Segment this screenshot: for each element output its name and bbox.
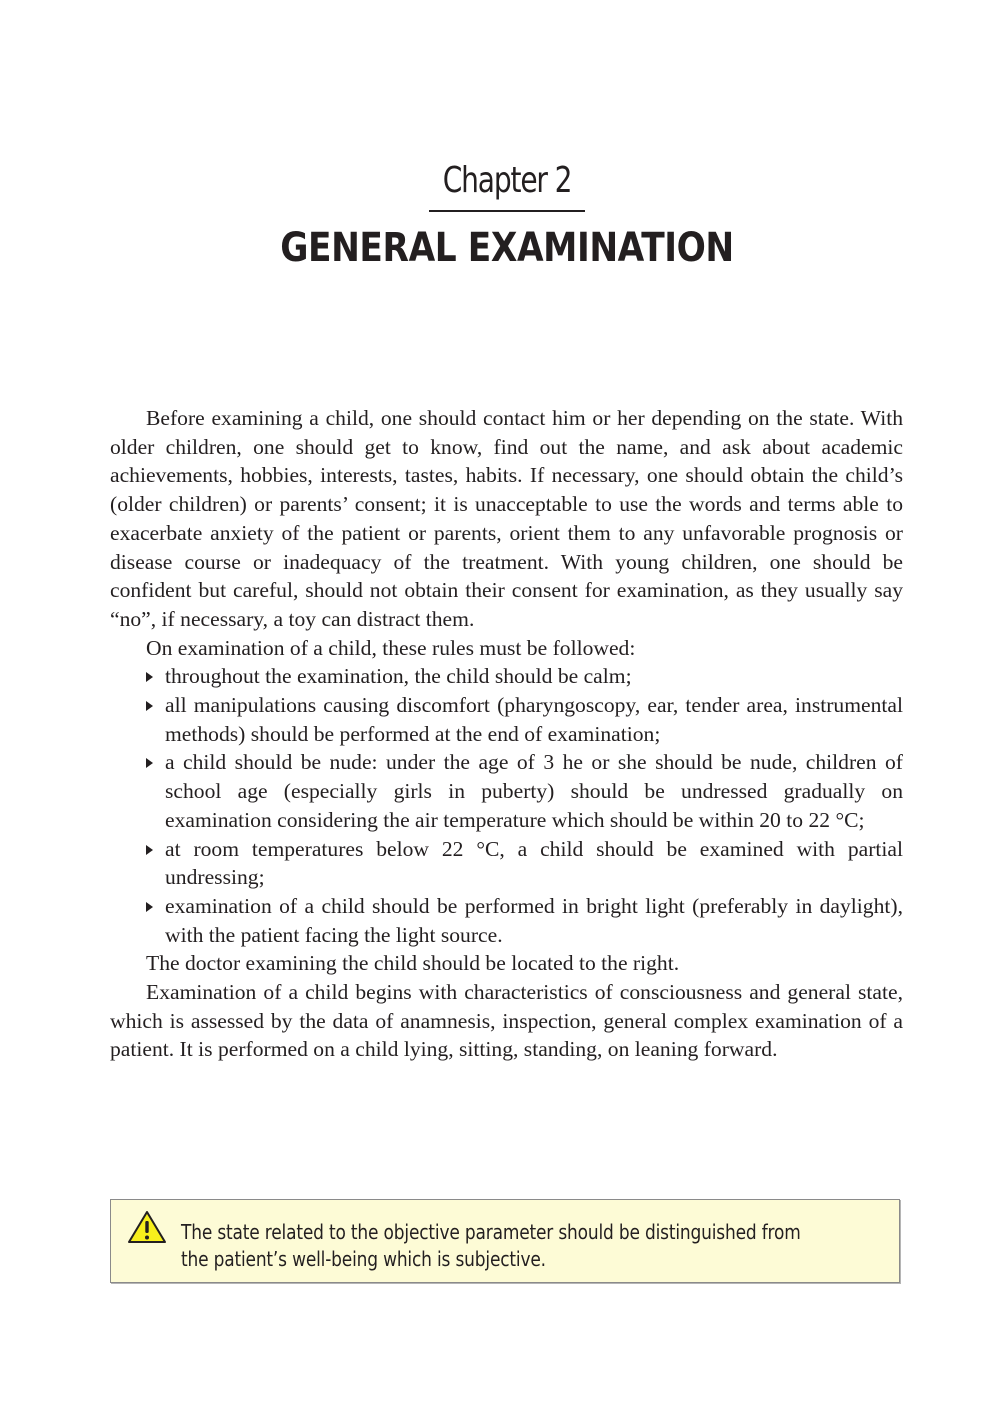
warning-triangle-icon (127, 1210, 167, 1244)
general-state-paragraph: Examination of a child begins with characteristics of consciousness and general state, which is assessed by the data of anamnesis, inspection, general complex examination of a patient. It is performed on a child lying, sitting, standing, on leaning forward. (110, 980, 903, 1062)
rules-list (110, 662, 903, 949)
rule-text: all manipulations causing discomfort (pharyngoscopy, ear, tender area, instrumental methods) should be performed at the end of examination; (165, 693, 903, 746)
rule-text: a child should be nude: under the age of 3 he or she should be nude, children of school age (especially girls in puberty) should be undressed gradually on examination considering the air temperature which should be within 20 to 22 °C; (165, 750, 903, 832)
warning-callout-text: The state related to the objective parameter should be distinguished from the patient’s well-being which is subjective. (181, 1220, 801, 1271)
list-item (110, 662, 903, 691)
triangle-right-bullet-icon (146, 845, 153, 855)
warning-callout (110, 1199, 900, 1283)
triangle-right-bullet-icon (146, 672, 153, 682)
body-text (110, 404, 903, 1064)
chapter-title: GENERAL EXAMINATION (280, 225, 734, 271)
rules-intro: On examination of a child, these rules must be followed: (146, 635, 636, 660)
list-item (110, 748, 903, 834)
rule-text: throughout the examination, the child should be calm; (165, 664, 632, 689)
intro-paragraph: Before examining a child, one should contact him or her depending on the state. With older children, one should get to know, find out the name, and ask about academic achievements, hobbies, interests, tastes, habits. If necessary, one should obtain the child’s (older children) or parents’ consent; it is unacceptable to use the words and terms able to exacerbate anxiety of the patient or parents, orient them to any unfavorable prognosis or disease course or inadequacy of the treatment. With young children, one should be confident but careful, should not obtain their consent for examination, as they usually say “no”, if necessary, a toy can distract them. (110, 406, 903, 631)
doctor-position-paragraph: The doctor examining the child should be located to the right. (146, 951, 680, 976)
list-item (110, 892, 903, 949)
list-item (110, 691, 903, 748)
chapter-label: Chapter 2 (442, 160, 572, 201)
chapter-underline (429, 210, 585, 212)
triangle-right-bullet-icon (146, 758, 153, 768)
rule-text: at room temperatures below 22 °C, a child should be examined with partial undressing; (165, 836, 903, 890)
triangle-right-bullet-icon (146, 902, 153, 912)
list-item (110, 835, 903, 892)
triangle-right-bullet-icon (146, 701, 153, 711)
rule-text: examination of a child should be performed in bright light (preferably in daylight), with the patient facing the light source. (165, 893, 903, 947)
